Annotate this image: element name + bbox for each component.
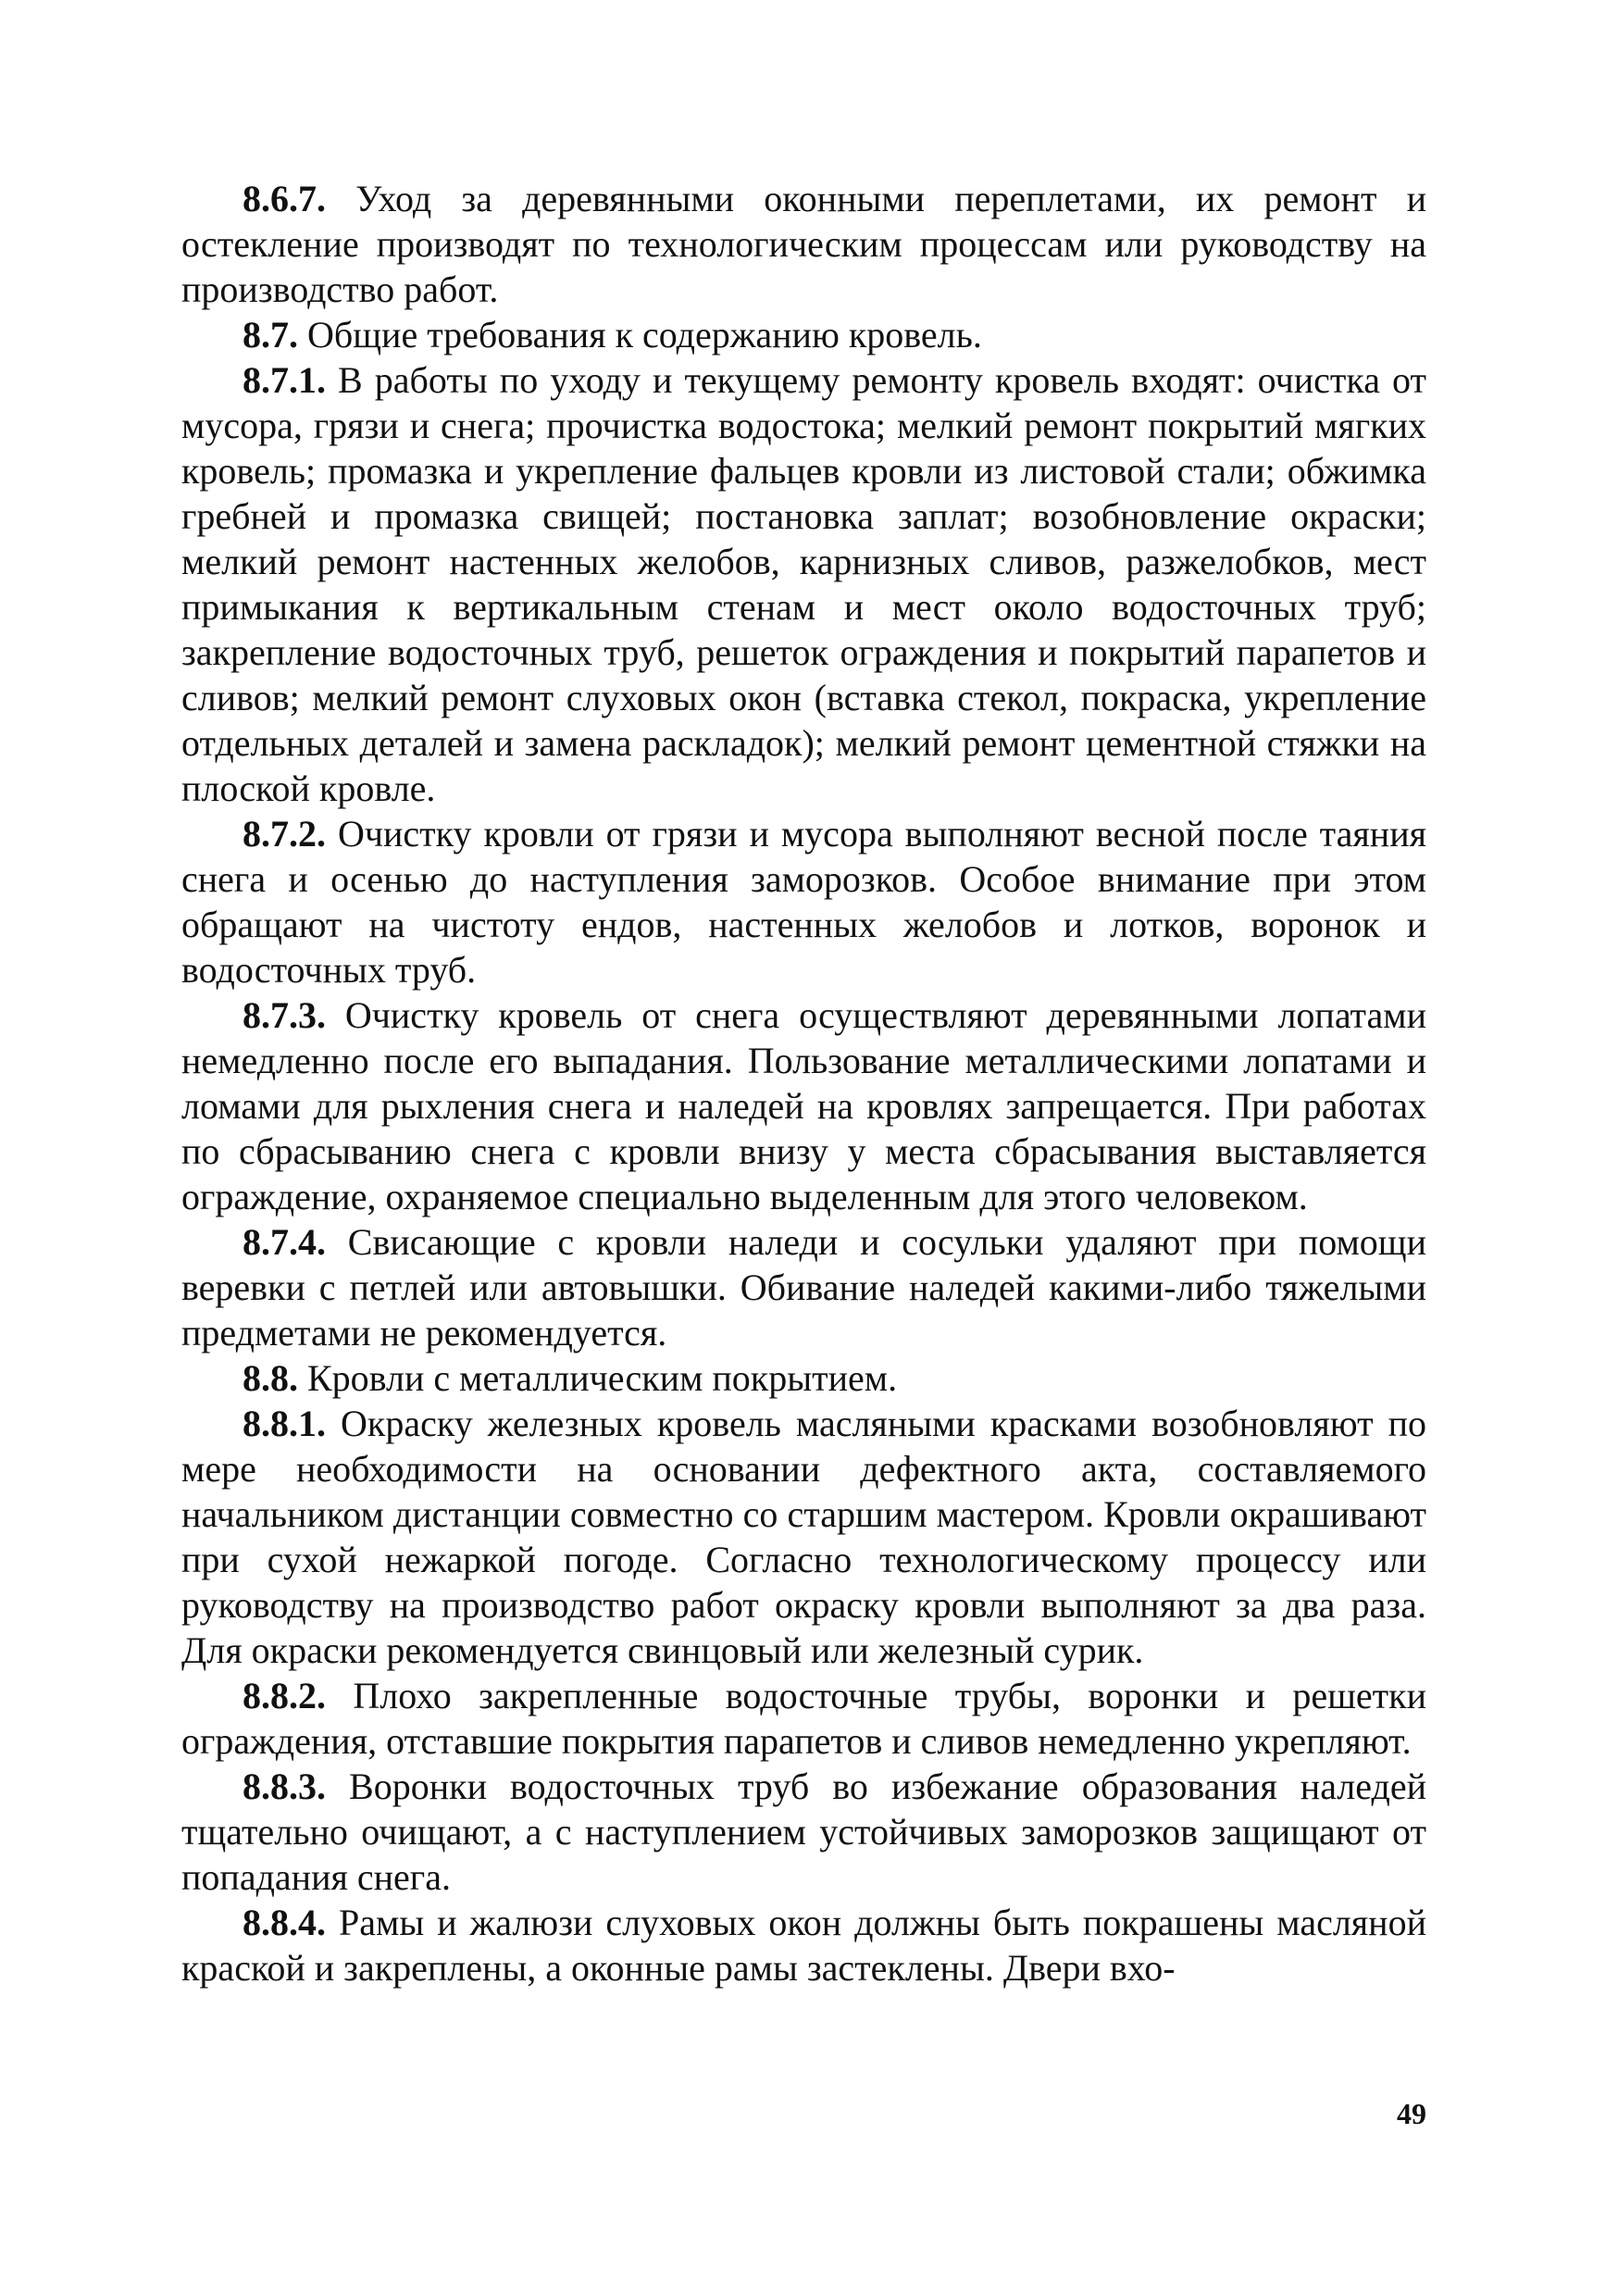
paragraph-text: Очистку кровель от снега осуществляют деревянными лопатами немедленно после его выпадания. Пользование металлическими лопатами и ломами для рыхления снега и наледей на кровлях запрещается. При работах по сбрасыванию снега с кровли внизу у места сбрасывания выставляется ограждение, охраняемое специально выделенным для этого человеком. [181,994,1426,1217]
clause-number: 8.8.2. [243,1675,326,1716]
paragraph-8-7-2 [181,811,1426,992]
paragraph-text: Свисающие с кровли наледи и сосульки удаляют при помощи веревки с петлей или автовышки. Обивание наледей какими-либо тяжелыми предметами не рекомендуется. [181,1221,1426,1354]
paragraph-text: Воронки водосточных труб во избежание образования наледей тщательно очищают, а с наступлением устойчивых заморозков защищают от попадания снега. [181,1766,1426,1898]
clause-number: 8.7.1. [243,359,326,401]
paragraph-8-8-2 [181,1673,1426,1764]
clause-number: 8.6.7. [243,178,326,219]
page-number: 49 [1397,2097,1426,2130]
clause-number: 8.8. [243,1357,298,1399]
paragraph-8-7-1 [181,357,1426,811]
paragraph-text: Очистку кровли от грязи и мусора выполняют весной после таяния снега и осенью до наступления заморозков. Особое внимание при этом обращают на чистоту ендов, настенных желобов и лотков, воронок и водосточных труб. [181,813,1426,991]
paragraph-8-8-1 [181,1401,1426,1673]
paragraph-text: Окраску железных кровель масляными красками возобновляют по мере необходимости на основании дефектного акта, составляемого начальником дистанции совместно со старшим мастером. Кровли окрашивают при сухой нежаркой погоде. Согласно технологическому процессу или руководству на производство работ окраску кровли выполняют за два раза. Для окраски рекомендуется свинцовый или железный сурик. [181,1403,1426,1671]
paragraph-8-8-4 [181,1900,1426,1990]
section-heading-8-7 [181,312,1426,357]
clause-number: 8.7.3. [243,994,326,1036]
heading-text: Общие требования к содержанию кровель. [298,314,982,356]
paragraph-text: Уход за деревянными оконными переплетами, их ремонт и остекление производят по технологическим процессам или руководству на производство работ. [181,178,1426,310]
clause-number: 8.8.3. [243,1766,326,1807]
paragraph-8-8-3 [181,1764,1426,1900]
paragraph-8-6-7 [181,176,1426,312]
paragraph-8-7-4 [181,1219,1426,1355]
paragraph-text: Рамы и жалюзи слуховых окон должны быть покрашены масляной краской и закреплены, а оконные рамы застеклены. Двери вхо- [181,1902,1426,1989]
paragraph-8-7-3 [181,992,1426,1219]
clause-number: 8.7. [243,314,298,356]
clause-number: 8.7.4. [243,1221,326,1263]
clause-number: 8.8.1. [243,1403,326,1444]
clause-number: 8.7.2. [243,813,326,855]
section-heading-8-8 [181,1355,1426,1401]
heading-text: Кровли с металлическим покрытием. [298,1357,898,1399]
clause-number: 8.8.4. [243,1902,326,1943]
body-text [181,176,1426,1990]
paragraph-text: В работы по уходу и текущему ремонту кровель входят: очистка от мусора, грязи и снега; прочистка водостока; мелкий ремонт покрытий мягких кровель; промазка и укрепление фальцев кровли из листовой стали; обжимка гребней и промазка свищей; постановка заплат; возобновление окраски; мелкий ремонт настенных желобов, карнизных сливов, разжелобков, мест примыкания к вертикальным стенам и мест около водосточных труб; закрепление водосточных труб, решеток ограждения и покрытий парапетов и сливов; мелкий ремонт слуховых окон (вставка стекол, покраска, укрепление отдельных деталей и замена раскладок); мелкий ремонт цементной стяжки на плоской кровле. [181,359,1426,809]
paragraph-text: Плохо закрепленные водосточные трубы, воронки и решетки ограждения, отставшие покрытия парапетов и сливов немедленно укрепляют. [181,1675,1426,1762]
